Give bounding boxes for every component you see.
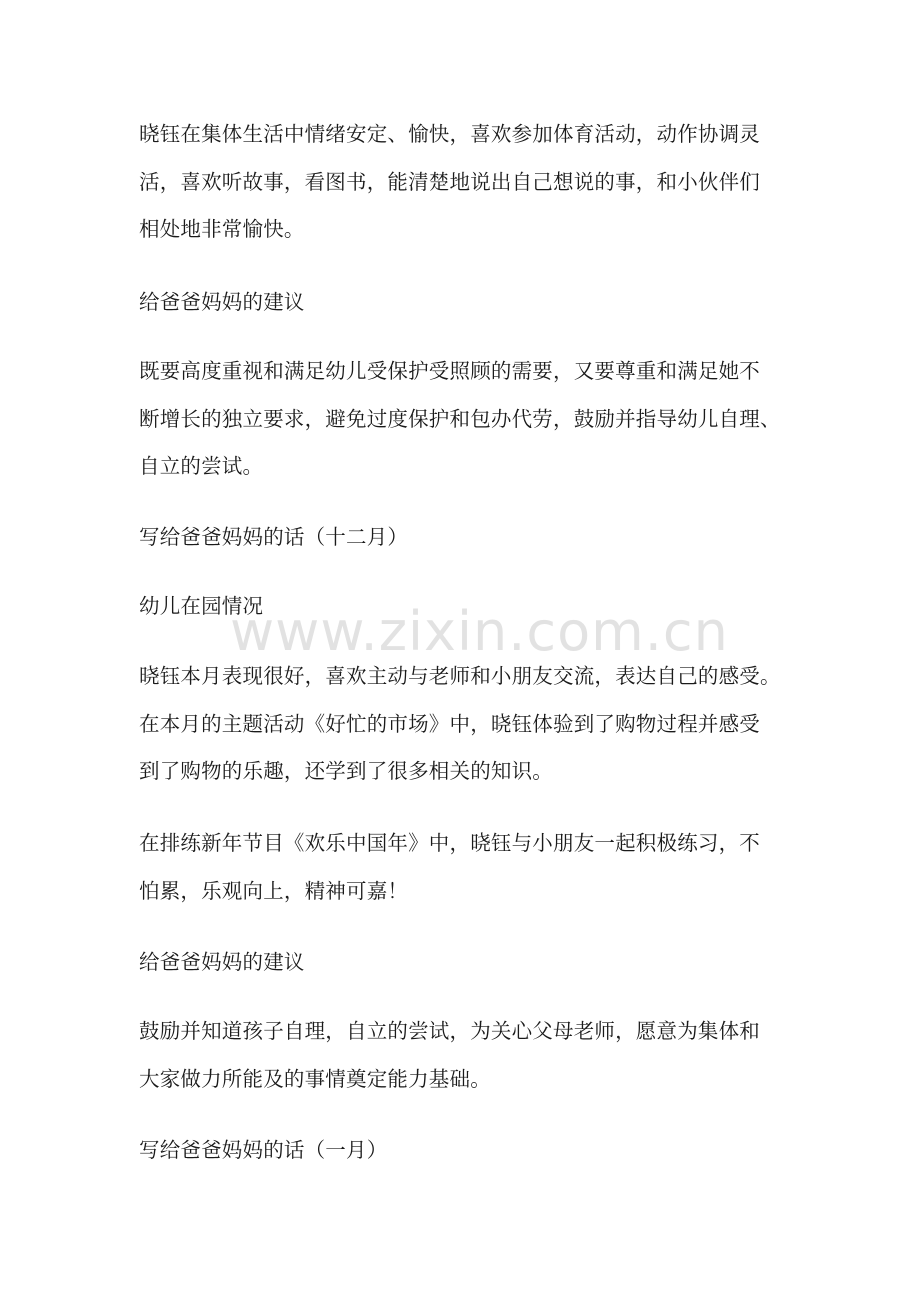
text-line: 活，喜欢听故事，看图书，能清楚地说出自己想说的事，和小伙伴们 [139,169,760,194]
watermark: www.zixin.com.cn [230,600,729,663]
text-line: 写给爸爸妈妈的话（一月） [139,1138,388,1162]
paragraph-new-year-rehearsal [139,820,784,915]
text-line: 在本月的主题活动《好忙的市场》中，晓钰体验到了购物过程并感受 [139,711,760,736]
text-line: 到了购物的乐趣，还学到了很多相关的知识。 [139,759,553,783]
text-line: 既要高度重视和满足幼儿受保护受照顾的需要，又要尊重和满足她不 [139,359,760,383]
paragraph-monthly-performance [139,653,784,796]
heading-letter-january [139,1127,784,1175]
text-line: 写给爸爸妈妈的话（十二月） [139,525,409,549]
text-line: 晓钰在集体生活中情绪安定、愉快，喜欢参加体育活动，动作协调灵 [139,122,760,146]
text-line: 给爸爸妈妈的建议 [139,950,305,974]
text-line: 在排练新年节目《欢乐中国年》中，晓钰与小朋友一起积极练习，不 [139,831,760,855]
heading-parent-advice [139,279,784,327]
heading-parent-advice-2 [139,939,784,987]
paragraph-performance-summary [139,111,784,254]
text-line: 给爸爸妈妈的建议 [139,290,305,314]
text-line: 幼儿在园情况 [139,594,264,618]
text-line: 自立的尝试。 [139,454,264,478]
text-line: 大家做力所能及的事情奠定能力基础。 [139,1066,491,1091]
paragraph-advice [139,348,784,491]
text-line: 断增长的独立要求，避免过度保护和包办代劳，鼓励并指导幼儿自理、 [139,406,781,431]
text-line: 相处地非常愉快。 [139,217,305,241]
text-line: 怕累，乐观向上，精神可嘉！ [139,878,409,903]
heading-school-status [139,583,784,631]
heading-letter-december [139,514,784,562]
paragraph-advice-2 [139,1008,784,1103]
text-line: 鼓励并知道孩子自理，自立的尝试，为关心父母老师，愿意为集体和 [139,1019,760,1043]
text-line: 晓钰本月表现很好，喜欢主动与老师和小朋友交流，表达自己的感受。 [139,664,781,688]
